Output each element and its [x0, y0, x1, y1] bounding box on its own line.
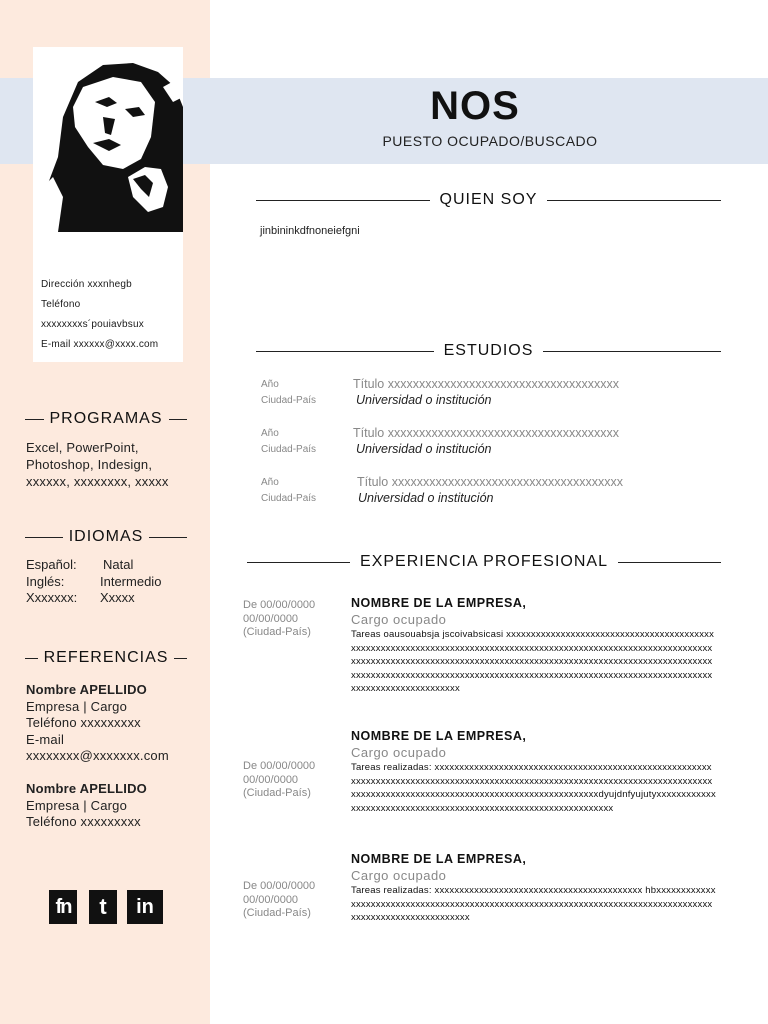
study-year: Año [261, 379, 279, 390]
idiomas-heading [25, 527, 187, 547]
experience-role: Cargo ocupado [351, 868, 447, 883]
divider [256, 351, 434, 352]
study-meta [261, 475, 316, 507]
experience-start-date: De 00/00/0000 [243, 599, 316, 611]
experience-city: (Ciudad-País) [243, 787, 311, 799]
contact-email: E-mail xxxxxx@xxxx.com [41, 339, 159, 350]
estudios-title: ESTUDIOS [443, 342, 534, 359]
reference-company: Empresa | Cargo [26, 797, 128, 813]
programas-line: Excel, PowerPoint, [26, 440, 139, 455]
experience-dates [243, 880, 315, 921]
experience-role: Cargo ocupado [351, 612, 447, 627]
reference-email-label: E-mail [26, 731, 65, 747]
experience-tasks: Tareas realizadas: xxxxxxxxxxxxxxxxxxxxxxxxxxxxxxxxxxxxxxxxxxxxxxxxxxxxxxxxxxxxxxxxxxxxxxxxxxxxxxxxxxxxxxxxxxxxxxxxxxxxxxxxxxxxxxxxxxxxxxxxxxxxxxxxxxxxxxxxxxxxxxxxxxxxxxxxxxxxxxxxxxxxxxxxxxxxxxxxxxxdyujdnfyujutyxxxxxxxxxxxxxxxxxxxxxxxxxxxxxxxxxxxxxxxxxxxxxxxxxxxxxxxxxxxxxxxxx [351, 762, 716, 814]
contact-address: Dirección xxxnhegb [41, 279, 132, 290]
study-meta [261, 377, 316, 409]
experience-start-date: De 00/00/0000 [243, 760, 316, 772]
divider [618, 562, 721, 563]
reference-phone: Teléfono xxxxxxxxx [26, 715, 141, 730]
experience-dates [243, 599, 315, 640]
candidate-position: PUESTO OCUPADO/BUSCADO [382, 133, 598, 149]
study-detail [357, 474, 623, 506]
divider [169, 419, 188, 420]
language-name: Xxxxxxx: [26, 590, 78, 605]
candidate-name: NOS [430, 84, 520, 128]
divider [547, 200, 721, 201]
experience-detail [351, 728, 716, 815]
programas-heading [25, 409, 187, 429]
study-year: Año [261, 428, 279, 439]
divider [256, 200, 430, 201]
divider [25, 658, 38, 659]
portrait-image [33, 47, 183, 232]
divider [247, 562, 350, 563]
twitter-icon[interactable]: t [89, 890, 117, 924]
divider [543, 351, 721, 352]
divider [149, 537, 187, 538]
divider [25, 419, 44, 420]
quien-soy-heading [256, 190, 721, 210]
experience-detail [351, 595, 716, 696]
about-text: jinbininkdfnoneiefgni [260, 225, 360, 237]
programas-title: PROGRAMAS [49, 410, 163, 427]
study-meta [261, 426, 316, 458]
language-name: Inglés: [26, 574, 65, 589]
study-city: Ciudad-País [261, 444, 317, 455]
contact-info [41, 275, 181, 355]
reference-entry [26, 682, 169, 765]
language-name: Español: [26, 557, 77, 572]
profile-card [33, 47, 183, 362]
experience-company: NOMBRE DE LA EMPRESA, [351, 729, 527, 743]
reference-name: Nombre APELLIDO [26, 682, 147, 697]
study-detail [353, 376, 619, 408]
divider [174, 658, 187, 659]
experience-end-date: 00/00/0000 [243, 612, 299, 625]
experience-tasks: Tareas oausouabsja jscoivabsicasi xxxxxxxxxxxxxxxxxxxxxxxxxxxxxxxxxxxxxxxxxxxxxxxxxxxxxxxxxxxxxxxxxxxxxxxxxxxxxxxxxxxxxxxxxxxxxxxxxxxxxxxxxxxxxxxxxxxxxxxxxxxxxxxxxxxxxxxxxxxxxxxxxxxxxxxxxxxxxxxxxxxxxxxxxxxxxxxxxxxxxxxxxxxxxxxxxxxxxxxxxxxxxxxxxxxxxxxxxxxxxxxxxxxxxxxxxxxxxxxxxxxxxxxxxxxxxxxxxxxxxxxxxxxxxxxxxxxxxxxxxxx [351, 629, 715, 694]
study-city: Ciudad-País [261, 395, 317, 406]
referencias-title: REFERENCIAS [43, 649, 169, 666]
language-level: Intermedio [100, 574, 162, 589]
contact-phone: Teléfono [41, 299, 81, 310]
experience-city: (Ciudad-País) [243, 907, 311, 919]
divider [25, 537, 63, 538]
experience-city: (Ciudad-País) [243, 626, 311, 638]
experience-company: NOMBRE DE LA EMPRESA, [351, 852, 527, 866]
contact-extra: xxxxxxxxs´pouiavbsux [41, 319, 144, 330]
linkedin-icon[interactable]: in [127, 890, 163, 924]
reference-name: Nombre APELLIDO [26, 781, 147, 796]
study-institution: Universidad o institución [356, 393, 492, 407]
referencias-heading [25, 648, 187, 668]
study-detail [353, 425, 619, 457]
reference-phone: Teléfono xxxxxxxxx [26, 814, 141, 829]
study-institution: Universidad o institución [356, 442, 492, 456]
experience-end-date: 00/00/0000 [243, 773, 299, 786]
language-row [26, 556, 134, 573]
programas-list [26, 439, 169, 490]
study-title: Título xxxxxxxxxxxxxxxxxxxxxxxxxxxxxxxxxxxxx [353, 377, 619, 391]
reference-email: xxxxxxxx@xxxxxxx.com [26, 748, 169, 763]
experiencia-heading [247, 552, 721, 572]
programas-line: Photoshop, Indesign, [26, 457, 153, 472]
experiencia-title: EXPERIENCIA PROFESIONAL [360, 553, 608, 570]
experience-dates [243, 760, 315, 801]
experience-detail [351, 851, 716, 925]
language-row [26, 573, 162, 590]
experience-start-date: De 00/00/0000 [243, 880, 316, 892]
study-title: Título xxxxxxxxxxxxxxxxxxxxxxxxxxxxxxxxxxxxx [357, 475, 623, 489]
study-institution: Universidad o institución [358, 491, 494, 505]
language-row [26, 589, 135, 606]
facebook-icon[interactable]: fn [49, 890, 77, 924]
experience-tasks: Tareas realizadas: xxxxxxxxxxxxxxxxxxxxxxxxxxxxxxxxxxxxxxxxxx hbxxxxxxxxxxxxxxxxxxxxxxxxxxxxxxxxxxxxxxxxxxxxxxxxxxxxxxxxxxxxxxxxxxxxxxxxxxxxxxxxxxxxxxxxxxxxxxxxxxxxxxxxxxxxx [351, 885, 716, 923]
idiomas-title: IDIOMAS [68, 528, 144, 545]
study-year: Año [261, 477, 279, 488]
study-title: Título xxxxxxxxxxxxxxxxxxxxxxxxxxxxxxxxxxxxx [353, 426, 619, 440]
quien-soy-title: QUIEN SOY [439, 191, 538, 208]
reference-company: Empresa | Cargo [26, 698, 128, 714]
experience-company: NOMBRE DE LA EMPRESA, [351, 596, 527, 610]
reference-entry [26, 781, 147, 831]
language-level: Natal [103, 557, 134, 572]
programas-line: xxxxxx, xxxxxxxx, xxxxx [26, 474, 169, 489]
profile-photo [33, 47, 183, 232]
experience-end-date: 00/00/0000 [243, 893, 299, 906]
study-city: Ciudad-País [261, 493, 317, 504]
experience-role: Cargo ocupado [351, 745, 447, 760]
language-level: Xxxxx [100, 590, 135, 605]
estudios-heading [256, 341, 721, 361]
